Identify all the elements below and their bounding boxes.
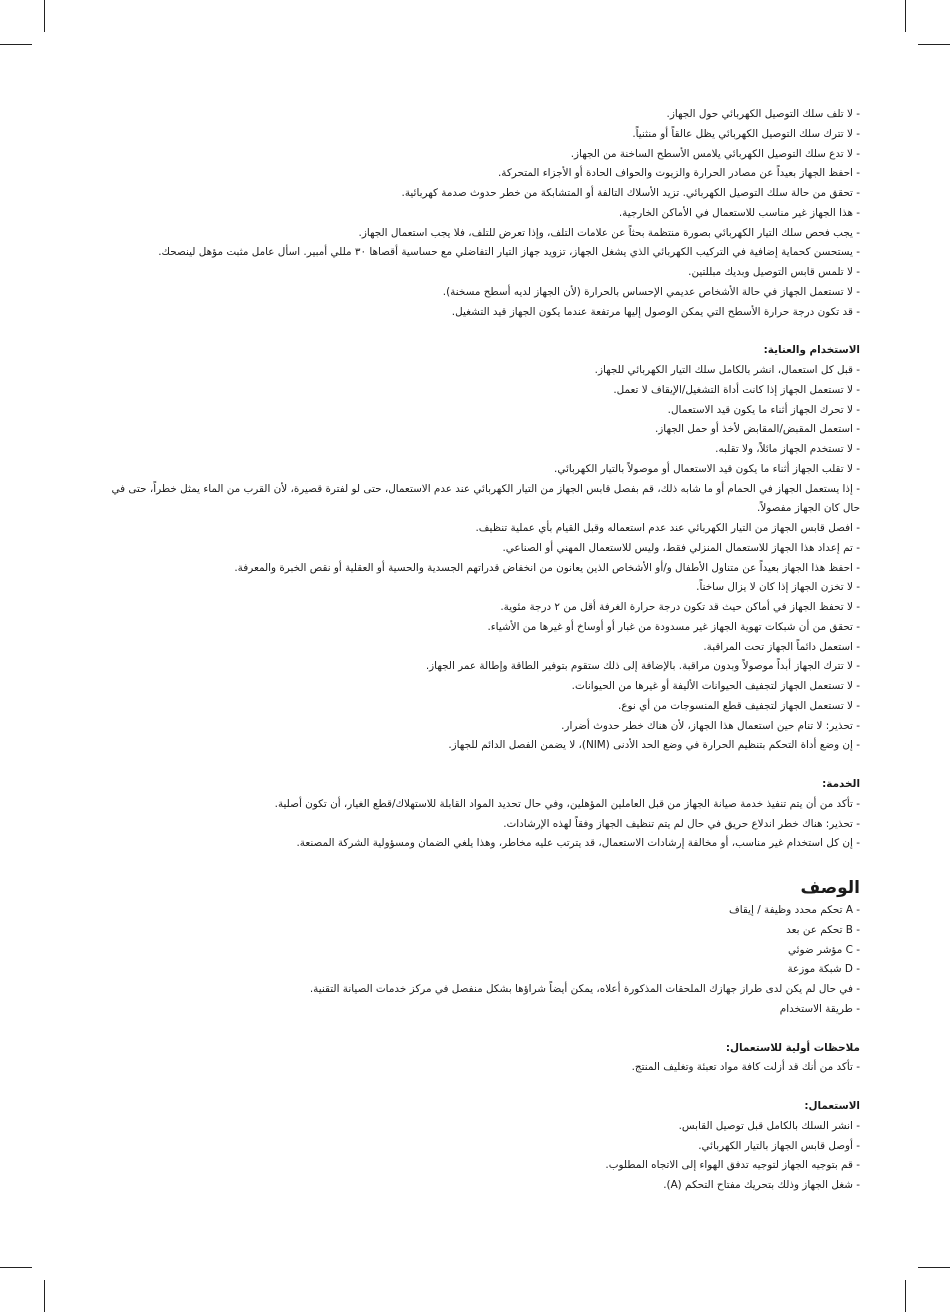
list-item: - لا تخزن الجهاز إذا كان لا يزال ساخناً. bbox=[105, 578, 860, 598]
list-item: - D شبكة موزعة bbox=[105, 960, 860, 980]
list-item: - قم بتوجيه الجهاز لتوجيه تدفق الهواء إلى الاتجاه المطلوب. bbox=[105, 1156, 860, 1176]
crop-mark bbox=[0, 1267, 32, 1268]
list-item: - A تحكم محدد وظيفة / إيقاف bbox=[105, 901, 860, 921]
list-item: - في حال لم يكن لدى طراز جهازك الملحقات المذكورة أعلاه، يمكن أيضاً شراؤها بشكل منفصل في مركز خدمات الصيانة التقنية. bbox=[105, 980, 860, 1000]
list-item: - C مؤشر ضوئي bbox=[105, 941, 860, 961]
usage-section bbox=[105, 1097, 860, 1196]
list-item: - لا تحفظ الجهاز في أماكن حيث قد تكون درجة حرارة الغرفة أقل من ٢ درجة مئوية. bbox=[105, 598, 860, 618]
list-item: - لا تترك الجهاز أبداً موصولاً وبدون مراقبة. بالإضافة إلى ذلك ستقوم بتوفير الطاقة وإطالة عمر الجهاز. bbox=[105, 657, 860, 677]
use-care-heading: الاستخدام والعناية: bbox=[763, 344, 860, 357]
list-item: - أوصل قابس الجهاز بالتيار الكهربائي. bbox=[105, 1137, 860, 1157]
service-list bbox=[105, 795, 860, 854]
list-item: - لا تستعمل الجهاز في حالة الأشخاص عديمي الإحساس بالحرارة (لأن الجهاز لديه أسطح مسخنة). bbox=[105, 283, 860, 303]
list-item: - استعمل دائماً الجهاز تحت المراقبة. bbox=[105, 638, 860, 658]
list-item: - طريقة الاستخدام bbox=[105, 1000, 860, 1020]
use-care-list bbox=[105, 361, 860, 756]
safety-list bbox=[105, 105, 860, 322]
crop-mark bbox=[905, 1280, 906, 1312]
description-heading: الوصف bbox=[800, 878, 860, 898]
list-item: - تحذير: لا تنام حين استعمال هذا الجهاز، لأن هناك خطر حدوث أضرار. bbox=[105, 717, 860, 737]
description-section bbox=[105, 873, 860, 1020]
list-item: - لا تدع سلك التوصيل الكهربائي يلامس الأسطح الساخنة من الجهاز. bbox=[105, 145, 860, 165]
list-item: - تحذير: هناك خطر اندلاع حريق في حال لم يتم تنظيف الجهاز وفقاً لهذه الإرشادات. bbox=[105, 815, 860, 835]
list-item: - احفظ هذا الجهاز بعيداً عن متناول الأطفال و/أو الأشخاص الذين يعانون من انخفاض قدراتهم الجسدية والحسية أو العقلية أو نقص الخبرة والمعرفة. bbox=[105, 559, 860, 579]
crop-mark bbox=[0, 44, 32, 45]
list-item: - لا تستخدم الجهاز مائلاً، ولا تقلبه. bbox=[105, 440, 860, 460]
list-item: - استعمل المقبض/المقابض لأخذ أو حمل الجهاز. bbox=[105, 420, 860, 440]
list-item: - لا تستعمل الجهاز لتجفيف قطع المنسوجات من أي نوع. bbox=[105, 697, 860, 717]
list-item: - لا تستعمل الجهاز لتجفيف الحيوانات الأليفة أو غيرها من الحيوانات. bbox=[105, 677, 860, 697]
list-item: - لا تقلب الجهاز أثناء ما يكون قيد الاستعمال أو موصولاً بالتيار الكهربائي. bbox=[105, 460, 860, 480]
list-item: - شغل الجهاز وذلك بتحريك مفتاح التحكم (A). bbox=[105, 1176, 860, 1196]
safety-section bbox=[105, 105, 860, 322]
list-item: - لا تلف سلك التوصيل الكهربائي حول الجهاز. bbox=[105, 105, 860, 125]
list-item: - تم إعداد هذا الجهاز للاستعمال المنزلي فقط، وليس للاستعمال المهني أو الصناعي. bbox=[105, 539, 860, 559]
crop-mark bbox=[918, 44, 950, 45]
list-item: - لا تلمس قابس التوصيل وبديك مبللتين. bbox=[105, 263, 860, 283]
preliminary-list bbox=[105, 1058, 860, 1078]
list-item: - يستحسن كحماية إضافية في التركيب الكهربائي الذي يشغل الجهاز، تزويد جهاز التيار التفاضلي مع حساسية أقصاها ٣٠ مللي أمبير. اسأل عامل مثبت مؤهل لينصحك. bbox=[105, 243, 860, 263]
list-item: - B تحكم عن بعد bbox=[105, 921, 860, 941]
service-section bbox=[105, 775, 860, 854]
list-item: - إن كل استخدام غير مناسب، أو مخالفة إرشادات الاستعمال، قد يترتب عليه مخاطر، وهذا يلغي الضمان ومسؤولية الشركة المصنعة. bbox=[105, 834, 860, 854]
usage-heading: الاستعمال: bbox=[804, 1100, 860, 1112]
use-care-section bbox=[105, 341, 860, 756]
usage-list bbox=[105, 1117, 860, 1196]
list-item: - قبل كل استعمال، انشر بالكامل سلك التيار الكهربائي للجهاز. bbox=[105, 361, 860, 381]
list-item: - تحقق من أن شبكات تهوية الجهاز غير مسدودة من غبار أو أوساخ أو غيرها من الأشياء. bbox=[105, 618, 860, 638]
list-item: - تحقق من حالة سلك التوصيل الكهربائي. تزيد الأسلاك التالفة أو المتشابكة من خطر حدوث صدمة كهربائية. bbox=[105, 184, 860, 204]
list-item: - لا تحرك الجهاز أثناء ما يكون قيد الاستعمال. bbox=[105, 401, 860, 421]
list-item: - إذا يستعمل الجهاز في الحمام أو ما شابه ذلك، قم بفصل قابس الجهاز من التيار الكهربائي عند عدم الاستعمال، حتى لو لفترة قصيرة، لأن القرب من الماء يمثل خطراً، حتى في حال كان الجهاز مفصولاً. bbox=[105, 480, 860, 520]
crop-mark bbox=[918, 1267, 950, 1268]
list-item: - انشر السلك بالكامل قبل توصيل القابس. bbox=[105, 1117, 860, 1137]
list-item: - إن وضع أداة التحكم بتنظيم الحرارة في وضع الحد الأدنى (NIM)، لا يضمن الفصل الدائم للجهاز. bbox=[105, 736, 860, 756]
list-item: - احفظ الجهاز بعيداً عن مصادر الحرارة والزيوت والحواف الحادة أو الأجزاء المتحركة. bbox=[105, 164, 860, 184]
description-list bbox=[105, 901, 860, 1020]
document-body bbox=[105, 105, 860, 1196]
crop-mark bbox=[44, 0, 45, 32]
preliminary-heading: ملاحظات أولية للاستعمال: bbox=[725, 1041, 860, 1054]
list-item: - لا تستعمل الجهاز إذا كانت أداة التشغيل/الإيقاف لا تعمل. bbox=[105, 381, 860, 401]
list-item: - هذا الجهاز غير مناسب للاستعمال في الأماكن الخارجية. bbox=[105, 204, 860, 224]
crop-mark bbox=[44, 1280, 45, 1312]
service-heading: الخدمة: bbox=[822, 778, 860, 790]
list-item: - تأكد من أن يتم تنفيذ خدمة صيانة الجهاز من قبل العاملين المؤهلين، وفي حال تحديد المواد القابلة للاستهلاك/قطع الغيار، أن تكون أصلية. bbox=[105, 795, 860, 815]
list-item: - قد تكون درجة حرارة الأسطح التي يمكن الوصول إليها مرتفعة عندما يكون الجهاز قيد التشغيل. bbox=[105, 303, 860, 323]
preliminary-section bbox=[105, 1039, 860, 1079]
list-item: - لا تترك سلك التوصيل الكهربائي يظل عالقاً أو منثنياً. bbox=[105, 125, 860, 145]
list-item: - يجب فحص سلك التيار الكهربائي بصورة منتظمة بحثاً عن علامات التلف، وإذا تعرض للتلف، فلا يجب استعمال الجهاز. bbox=[105, 224, 860, 244]
list-item: - تأكد من أنك قد أزلت كافة مواد تعبئة وتغليف المنتج. bbox=[105, 1058, 860, 1078]
crop-mark bbox=[905, 0, 906, 32]
list-item: - افصل قابس الجهاز من التيار الكهربائي عند عدم استعماله وقبل القيام بأي عملية تنظيف. bbox=[105, 519, 860, 539]
